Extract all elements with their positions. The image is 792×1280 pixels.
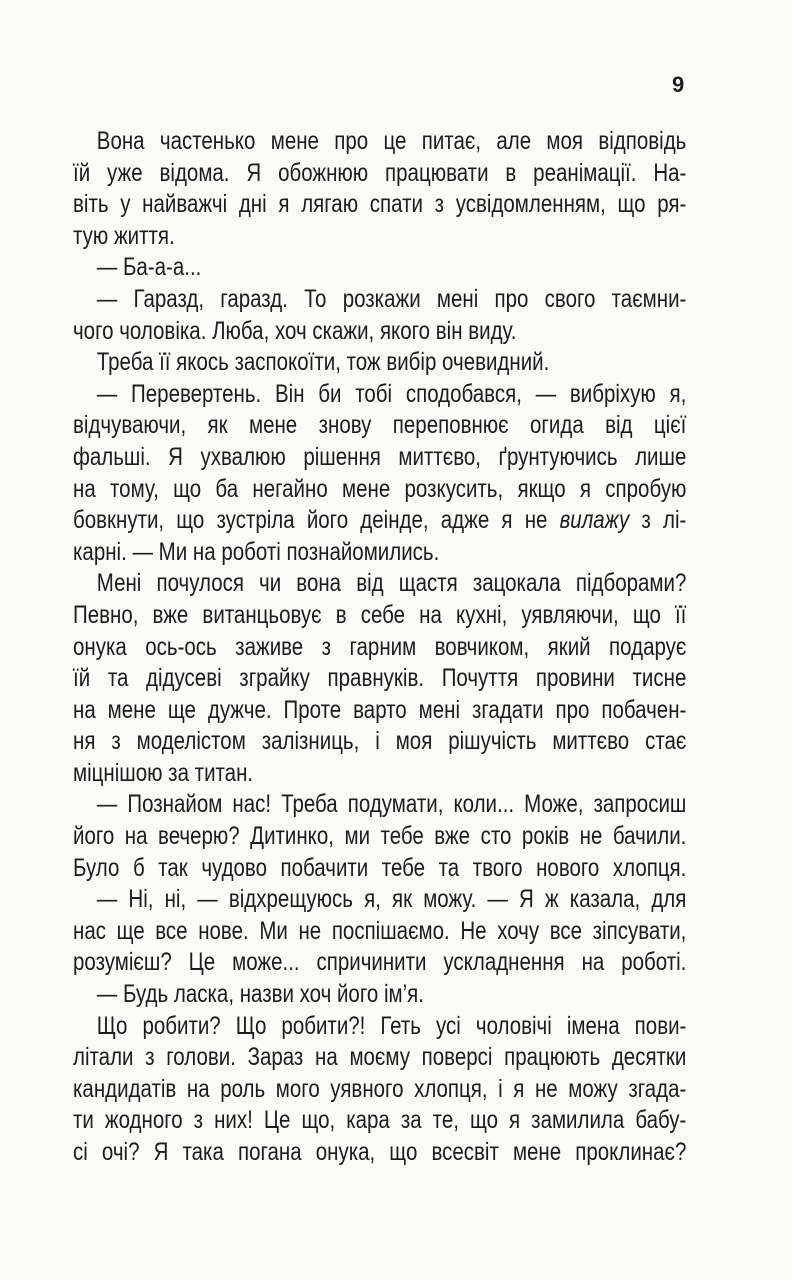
text-line: онука ось-ось заживе з гарним вовчиком, який подарує [73, 632, 687, 661]
italic-emphasis: вилажу [559, 506, 630, 535]
text-line: Мені почулося чи вона від щастя зацокала підборами? [96, 569, 687, 598]
text-line: сі очі? Я така погана онука, що всесвіт мене проклинає? [73, 1138, 687, 1166]
text-line: кандидатів на роль мого уявного хлопця, і я не можу згада- [73, 1074, 687, 1103]
text-line: — Познайом нас! Треба подумати, коли... Може, запросиш [96, 790, 687, 819]
text-line: Що робити? Що робити?! Геть усі чоловічі імена пови- [96, 1011, 687, 1040]
text-line: карні. — Ми на роботі познайомились. [73, 537, 440, 566]
text-line: літали з голови. Зараз на моєму поверсі працюють десятки [73, 1043, 687, 1072]
text-line: — Ні, ні, — відхрещуюсь я, як можу. — Я ж казала, для [96, 885, 687, 914]
text-line: Було б так чудово побачити тебе та твого нового хлопця. [73, 853, 687, 882]
text-line: віть у найважчі дні я лягаю спати з усвідомленням, що ря- [73, 190, 687, 219]
text-line: Вона частенько мене про це питає, але моя відповідь [96, 127, 687, 155]
text-line: тую життя. [73, 221, 175, 250]
text-line: ти жодного з них! Це що, кара за те, що я замилила бабу- [73, 1106, 687, 1135]
page-number: 9 [672, 72, 685, 97]
text-line: ня з моделістом залізниць, і моя рішучість миттєво стає [73, 727, 687, 756]
text-line: нас ще все нове. Ми не поспішаємо. Не хочу все зіпсувати, [73, 916, 687, 945]
text-line: на мене ще дужче. Проте варто мені згадати про побачен- [73, 695, 687, 724]
text-line: бовкнути, що зустріла його деінде, адже я не вилажу з лі- [73, 506, 687, 535]
text-line: міцнішою за титан. [73, 758, 254, 787]
text-line: його на вечерю? Дитинко, ми тебе вже сто років не бачили. [73, 822, 687, 851]
text-line: — Ба-а-а... [96, 253, 202, 282]
text-line: чого чоловіка. Люба, хоч скажи, якого він виду. [73, 316, 517, 345]
body-text [73, 126, 686, 1169]
text-line: відчуваючи, як мене знову переповнює огида від цієї [73, 411, 687, 440]
text-line: — Перевертень. Він би тобі сподобався, — вибріхую я, [96, 379, 687, 408]
text-line: розумієш? Це може... спричинити ускладнення на роботі. [73, 948, 687, 977]
text-line: Треба її якось заспокоїти, тож вибір очевидний. [96, 348, 550, 377]
text-line: — Будь ласка, назви хоч його ім’я. [96, 980, 424, 1009]
text-line: їй уже відома. Я обожнюю працювати в реанімації. На- [73, 158, 687, 187]
text-line: на тому, що ба негайно мене розкусить, якщо я спробую [73, 474, 687, 503]
text-line: Певно, вже витанцьовує в себе на кухні, уявляючи, що її [73, 600, 687, 629]
text-line: їй та дідусеві зграйку правнуків. Почуття провини тисне [73, 664, 687, 693]
text-line: фальші. Я ухвалюю рішення миттєво, ґрунтуючись лише [73, 442, 687, 471]
text-line: — Гаразд, гаразд. То розкажи мені про свого таємни- [96, 284, 687, 313]
